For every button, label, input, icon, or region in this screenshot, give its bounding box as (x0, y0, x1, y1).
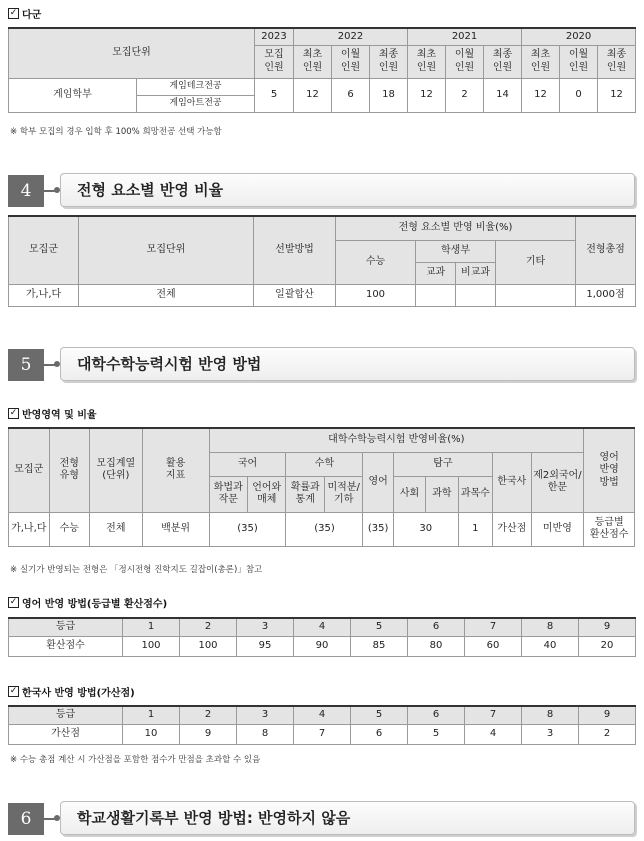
year-2022: 2022 (294, 28, 408, 45)
sub-recruit: 모집 인원 (255, 45, 294, 78)
cell-group: 가,나,다 (9, 512, 50, 546)
bonus-cell: 9 (180, 724, 237, 744)
cell-etc (496, 284, 576, 306)
cell-value: 5 (255, 78, 294, 112)
hdr-foreign: 제2외국어/ 한문 (531, 452, 584, 512)
major-name: 게임아트전공 (137, 95, 255, 112)
grade-cell: 9 (579, 706, 636, 724)
checkbox-icon: ✓ (9, 597, 18, 607)
label-bonus: 가산점 (9, 724, 123, 744)
score-row (9, 636, 636, 656)
cell-nonsubject (456, 284, 496, 306)
hdr-type: 전형 유형 (49, 428, 90, 512)
hdr-group: 모집군 (9, 216, 79, 284)
hdr-kor-a: 화법과 작문 (209, 476, 247, 512)
section-number: 6 (8, 803, 44, 835)
hdr-school-record: 학생부 (416, 240, 496, 262)
cell-value: 12 (598, 78, 636, 112)
sub1-heading-text: 반영영역 및 비율 (22, 410, 97, 421)
score-cell: 100 (180, 636, 237, 656)
history-heading (8, 684, 135, 699)
cell-index: 백분위 (142, 512, 209, 546)
section-title-box (60, 347, 635, 381)
cell-history: 가산점 (493, 512, 531, 546)
dagun-table (8, 27, 636, 113)
hdr-math: 수학 (286, 452, 363, 476)
hdr-unit: 모집단위 (79, 216, 254, 284)
cell-math: (35) (286, 512, 363, 546)
note-practical: ※ 실기가 반영되는 전형은 「정시전형 진학지도 길잡이(총론)」참고 (10, 565, 263, 575)
cell-english: (35) (363, 512, 393, 546)
hdr-nonsubject: 비교과 (456, 262, 496, 284)
suneung-table (8, 427, 635, 547)
grade-cell: 7 (465, 618, 522, 636)
major-name: 게임테크전공 (137, 78, 255, 95)
section-title: 학교생활기록부 반영 방법: 반영하지 않음 (77, 809, 351, 827)
hdr-etc: 기타 (496, 240, 576, 284)
grade-cell: 1 (123, 706, 180, 724)
sub-final: 최종 인원 (598, 45, 636, 78)
note-total: ※ 수능 총점 계산 시 가산점을 포함한 점수가 만점을 초과할 수 있음 (10, 755, 261, 765)
grade-cell: 3 (237, 618, 294, 636)
grade-cell: 5 (351, 618, 408, 636)
cell-total: 1,000점 (576, 284, 636, 306)
dagun-heading-text: 다군 (22, 10, 42, 21)
cell-value: 6 (332, 78, 370, 112)
cell-subject (416, 284, 456, 306)
sub-initial: 최초 인원 (294, 45, 332, 78)
bonus-row (9, 724, 636, 744)
cell-inquiry: 30 (393, 512, 458, 546)
cell-value: 12 (408, 78, 446, 112)
section-title: 전형 요소별 반영 비율 (77, 181, 224, 199)
grade-cell: 8 (522, 618, 579, 636)
cell-eng-method: 등급별 환산점수 (584, 512, 635, 546)
hdr-math-b: 미적분/ 기하 (324, 476, 362, 512)
score-cell: 85 (351, 636, 408, 656)
history-table (8, 705, 636, 745)
hdr-inquiry: 탐구 (393, 452, 492, 476)
cell-value: 14 (484, 78, 522, 112)
hdr-ratio: 전형 요소별 반영 비율(%) (336, 216, 576, 240)
grade-row (9, 706, 636, 724)
section-title-box (60, 801, 635, 835)
history-heading-text: 한국사 반영 방법(가산점) (22, 688, 135, 699)
bonus-cell: 7 (294, 724, 351, 744)
hdr-subject: 교과 (416, 262, 456, 284)
grade-cell: 7 (465, 706, 522, 724)
score-cell: 90 (294, 636, 351, 656)
sub-initial: 최초 인원 (522, 45, 560, 78)
grade-cell: 1 (123, 618, 180, 636)
bonus-cell: 8 (237, 724, 294, 744)
hdr-group: 모집군 (9, 428, 50, 512)
year-2021: 2021 (408, 28, 522, 45)
eng-heading (8, 595, 167, 610)
cell-value: 0 (560, 78, 598, 112)
hdr-eng-method: 영어 반영 방법 (584, 428, 635, 512)
cell-value: 12 (522, 78, 560, 112)
eng-heading-text: 영어 반영 방법(등급별 환산점수) (22, 599, 168, 610)
bonus-cell: 10 (123, 724, 180, 744)
section-6-header (8, 801, 635, 837)
sub-carry: 이월 인원 (560, 45, 598, 78)
section-number: 4 (8, 175, 44, 207)
grade-cell: 4 (294, 706, 351, 724)
cell-unit: 전체 (79, 284, 254, 306)
cell-korean: (35) (209, 512, 286, 546)
grade-row (9, 618, 636, 636)
bonus-cell: 2 (579, 724, 636, 744)
year-2023: 2023 (255, 28, 294, 45)
cell-group: 가,나,다 (9, 284, 79, 306)
hdr-math-a: 확률과 통계 (286, 476, 324, 512)
dagun-unit-header: 모집단위 (9, 28, 255, 78)
score-cell: 40 (522, 636, 579, 656)
cell-value: 18 (370, 78, 408, 112)
score-cell: 100 (123, 636, 180, 656)
score-cell: 60 (465, 636, 522, 656)
checkbox-icon: ✓ (9, 408, 18, 418)
hdr-subj-count: 과목수 (458, 476, 492, 512)
bonus-cell: 3 (522, 724, 579, 744)
grade-cell: 9 (579, 618, 636, 636)
cell-type: 수능 (49, 512, 90, 546)
score-cell: 80 (408, 636, 465, 656)
hdr-unit: 모집계열 (단위) (90, 428, 143, 512)
cell-foreign: 미반영 (531, 512, 584, 546)
checkbox-icon: ✓ (9, 8, 18, 18)
dept-name: 게임학부 (9, 78, 137, 112)
bonus-cell: 5 (408, 724, 465, 744)
dagun-note: ※ 학부 모집의 경우 입학 후 100% 희망전공 선택 가능함 (10, 127, 222, 137)
grade-cell: 8 (522, 706, 579, 724)
hdr-method: 선발방법 (254, 216, 336, 284)
grade-cell: 2 (180, 618, 237, 636)
section-number: 5 (8, 349, 44, 381)
section-5-header (8, 347, 635, 383)
cell-value: 12 (294, 78, 332, 112)
grade-cell: 6 (408, 618, 465, 636)
section-title-box (60, 173, 635, 207)
hdr-english: 영어 (363, 452, 393, 512)
section-title: 대학수학능력시험 반영 방법 (77, 355, 262, 373)
hdr-kor-b: 언어와 매체 (247, 476, 285, 512)
sub-carry: 이월 인원 (446, 45, 484, 78)
sub-initial: 최초 인원 (408, 45, 446, 78)
hdr-science: 과학 (426, 476, 458, 512)
year-2020: 2020 (522, 28, 636, 45)
hdr-total: 전형총점 (576, 216, 636, 284)
grade-cell: 5 (351, 706, 408, 724)
hdr-ratio: 대학수학능력시험 반영비율(%) (209, 428, 584, 452)
cell-method: 일괄합산 (254, 284, 336, 306)
grade-cell: 2 (180, 706, 237, 724)
score-cell: 95 (237, 636, 294, 656)
bonus-cell: 6 (351, 724, 408, 744)
dagun-heading (8, 6, 41, 21)
cell-suneung: 100 (336, 284, 416, 306)
grade-cell: 4 (294, 618, 351, 636)
english-table (8, 617, 636, 657)
section-4-header (8, 173, 635, 209)
checkbox-icon: ✓ (9, 686, 18, 696)
grade-cell: 6 (408, 706, 465, 724)
cell-unit: 전체 (90, 512, 143, 546)
bonus-cell: 4 (465, 724, 522, 744)
sub-final: 최종 인원 (484, 45, 522, 78)
hdr-korean: 국어 (209, 452, 286, 476)
sub1-heading (8, 406, 97, 421)
grade-cell: 3 (237, 706, 294, 724)
sub-final: 최종 인원 (370, 45, 408, 78)
hdr-history: 한국사 (493, 452, 531, 512)
hdr-index: 활용 지표 (142, 428, 209, 512)
hdr-suneung: 수능 (336, 240, 416, 284)
cell-value: 2 (446, 78, 484, 112)
label-grade: 등급 (9, 706, 123, 724)
sub-carry: 이월 인원 (332, 45, 370, 78)
hdr-social: 사회 (393, 476, 425, 512)
label-grade: 등급 (9, 618, 123, 636)
ratio-table (8, 215, 636, 307)
score-cell: 20 (579, 636, 636, 656)
cell-subj-count: 1 (458, 512, 492, 546)
label-score: 환산점수 (9, 636, 123, 656)
